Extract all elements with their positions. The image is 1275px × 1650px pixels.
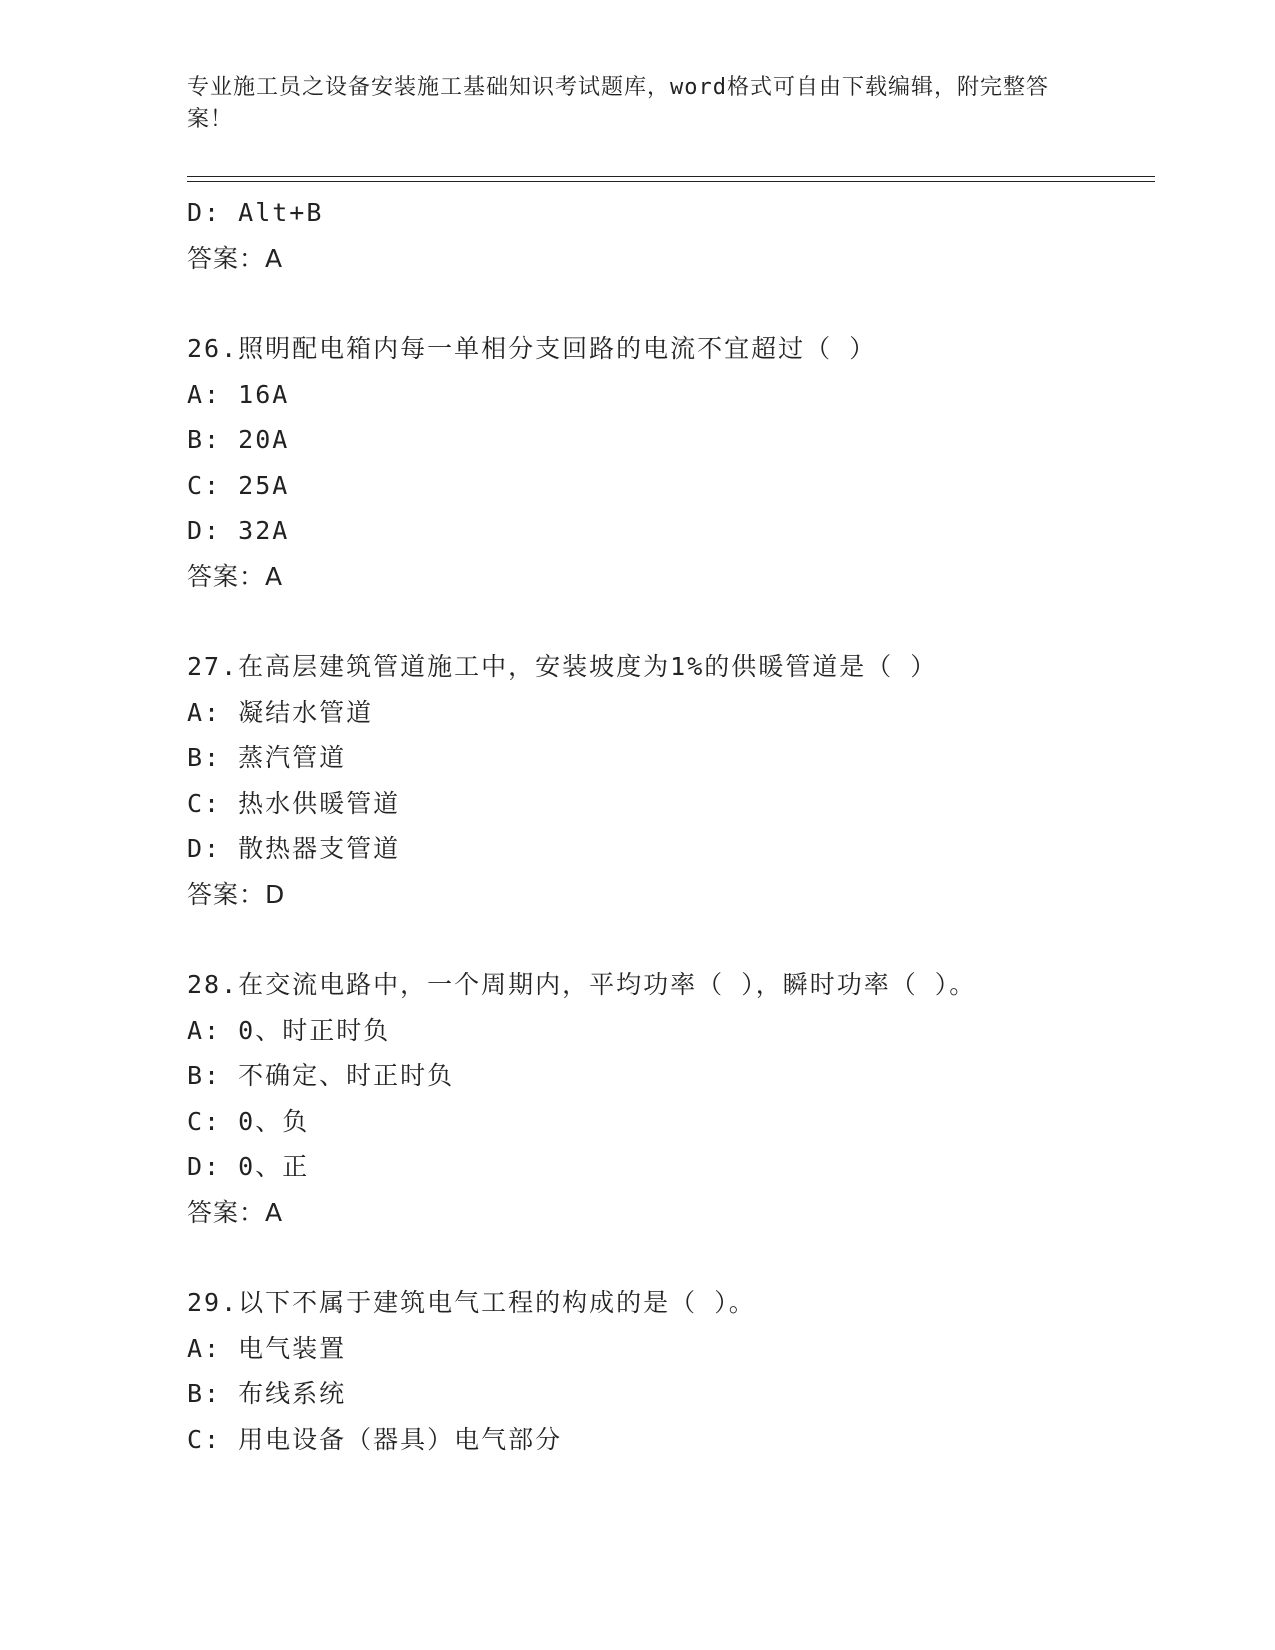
question-stem: 28.在交流电路中，一个周期内，平均功率（ ），瞬时功率（ ）。 bbox=[187, 970, 977, 999]
page-header-title: 专业施工员之设备安装施工基础知识考试题库，word格式可自由下载编辑，附完整答案！ bbox=[187, 75, 1049, 132]
question-stem: 26.照明配电箱内每一单相分支回路的电流不宜超过（ ） bbox=[187, 334, 877, 363]
option-b: B: 不确定、时正时负 bbox=[187, 1061, 455, 1090]
header-divider-top bbox=[187, 176, 1155, 177]
question-block-27 bbox=[187, 644, 1155, 917]
option-a: A: 凝结水管道 bbox=[187, 697, 374, 727]
header-divider-bottom bbox=[187, 181, 1155, 182]
option-a: A: 0、时正时负 bbox=[187, 1015, 391, 1045]
question-block-29 bbox=[187, 1280, 1155, 1462]
answer-line: 答案：A bbox=[187, 243, 284, 273]
option-c: C: 用电设备（器具）电气部分 bbox=[187, 1424, 563, 1454]
option-d: D: 32A bbox=[187, 516, 290, 545]
answer-line: 答案：D bbox=[187, 879, 286, 909]
question-block-25 bbox=[187, 190, 1155, 281]
option-a: A: 电气装置 bbox=[187, 1333, 347, 1363]
option-c: C: 热水供暖管道 bbox=[187, 788, 401, 818]
question-list bbox=[187, 190, 1155, 1462]
option-a: A: 16A bbox=[187, 379, 290, 409]
answer-line: 答案：A bbox=[187, 1197, 284, 1227]
question-stem: 27.在高层建筑管道施工中，安装坡度为1%的供暖管道是（ ） bbox=[187, 652, 938, 681]
option-b: B: 蒸汽管道 bbox=[187, 743, 347, 772]
question-block-28 bbox=[187, 962, 1155, 1235]
question-stem: 29.以下不属于建筑电气工程的构成的是（ ）。 bbox=[187, 1288, 756, 1317]
answer-line: 答案：A bbox=[187, 561, 284, 591]
option-d: D: 散热器支管道 bbox=[187, 834, 401, 863]
option-b: B: 20A bbox=[187, 425, 290, 454]
option-d: D: 0、正 bbox=[187, 1152, 310, 1181]
option-c: C: 0、负 bbox=[187, 1106, 310, 1136]
option-d: D: Alt+B bbox=[187, 198, 324, 227]
option-b: B: 布线系统 bbox=[187, 1379, 347, 1408]
option-c: C: 25A bbox=[187, 470, 290, 500]
question-block-26 bbox=[187, 326, 1155, 599]
